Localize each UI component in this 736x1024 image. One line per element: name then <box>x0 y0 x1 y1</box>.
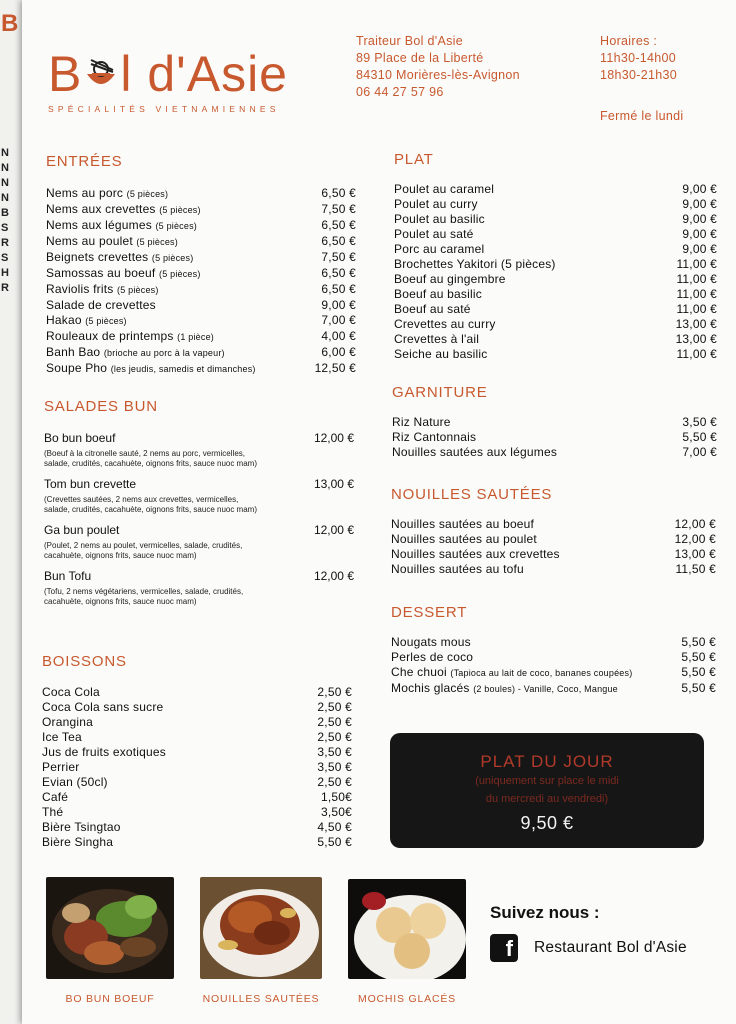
menu-item <box>42 685 352 700</box>
hours-dinner: 18h30-21h30 <box>600 68 677 82</box>
edge-letter: B <box>1 10 19 37</box>
item-name: Raviolis frits <box>46 282 114 296</box>
address-line: Traiteur Bol d'Asie <box>356 34 463 48</box>
facebook-link[interactable] <box>490 934 687 962</box>
item-description: (Boeuf à la citronelle sauté, 2 nems au porc, vermicelles, salade, crudités, cacahuète, oignons frits, sauce nuoc mam) <box>44 449 257 468</box>
menu-item <box>391 547 716 562</box>
address-line: 84310 Morières-lès-Avignon <box>356 68 520 82</box>
menu-item <box>394 182 717 197</box>
item-name: Boeuf au saté <box>394 302 471 316</box>
item-note: (5 pièces) <box>159 269 201 279</box>
item-name: Crevettes à l'ail <box>394 332 480 346</box>
item-name: Bun Tofu <box>44 569 92 583</box>
photo-caption: NOUILLES SAUTÉES <box>202 993 320 1005</box>
edge-letter: N <box>1 147 9 159</box>
item-name: Samossas au boeuf <box>46 266 156 280</box>
entrees-list <box>46 186 356 377</box>
item-price: 3,50€ <box>320 805 352 819</box>
menu-item <box>391 665 716 681</box>
item-name: Nems au porc <box>46 186 124 200</box>
item-name: Nouilles sautées au poulet <box>391 532 537 546</box>
item-price: 6,50 € <box>321 218 356 232</box>
item-price: 5,50 € <box>681 665 716 679</box>
menu-item <box>394 197 717 212</box>
item-price: 3,50 € <box>317 745 352 759</box>
plat-du-jour-price: 9,50 € <box>520 813 574 833</box>
section-title: DESSERT <box>391 604 468 621</box>
item-name: Riz Nature <box>392 415 451 429</box>
item-name: Bière Tsingtao <box>42 820 121 834</box>
item-price: 11,00 € <box>676 302 717 316</box>
item-price: 12,00 € <box>313 523 354 537</box>
item-description: (Crevettes sautées, 2 nems aux crevettes, vermicelles, salade, crudités, cacahuète, oignons frits, sauce nuoc mam) <box>44 495 257 514</box>
menu-item <box>46 282 356 298</box>
bun-item <box>44 431 354 469</box>
menu-item <box>46 266 356 282</box>
plat-list <box>394 182 717 362</box>
item-price: 9,00 € <box>682 182 717 196</box>
menu-item <box>394 317 717 332</box>
plat-du-jour-condition: (uniquement sur place le midi <box>475 775 619 787</box>
item-name: Poulet au basilic <box>394 212 485 226</box>
item-name: Thé <box>42 805 64 819</box>
bun-item <box>44 523 354 561</box>
menu-item <box>42 715 352 730</box>
item-name: Mochis glacés <box>391 681 470 695</box>
item-price: 5,50 € <box>317 835 352 849</box>
edge-letter: H <box>1 267 9 279</box>
item-name: Café <box>42 790 69 804</box>
item-price: 13,00 € <box>674 547 716 561</box>
item-price: 1,50€ <box>320 790 352 804</box>
item-name: Nouilles sautées aux légumes <box>392 445 558 459</box>
underlying-page-edge <box>0 0 24 1024</box>
bun-item <box>44 477 354 515</box>
item-price: 11,00 € <box>676 257 717 271</box>
boissons-section <box>42 653 352 850</box>
menu-item <box>46 298 356 313</box>
item-price: 7,50 € <box>321 250 356 264</box>
item-price: 13,00 € <box>313 477 354 491</box>
item-name: Porc au caramel <box>394 242 485 256</box>
plat-du-jour-condition: du mercredi au vendredi) <box>485 793 609 805</box>
facebook-page-name: Restaurant Bol d'Asie <box>534 939 687 956</box>
item-note: (Tapioca au lait de coco, bananes coupées) <box>450 668 633 678</box>
brand-logo <box>48 44 288 114</box>
item-name: Banh Bao <box>46 345 101 359</box>
edge-letter: N <box>1 192 9 204</box>
menu-item <box>46 361 356 377</box>
item-price: 9,00 € <box>682 212 717 226</box>
item-name: Hakao <box>46 313 82 327</box>
item-price: 9,00 € <box>321 298 356 312</box>
item-price: 3,50 € <box>317 760 352 774</box>
brand-title: B l d'Asie <box>48 46 288 102</box>
item-name: Ga bun poulet <box>44 523 120 537</box>
item-price: 6,50 € <box>321 186 356 200</box>
dessert-section <box>391 604 716 697</box>
edge-letter: N <box>1 162 9 174</box>
item-name: Poulet au curry <box>394 197 478 211</box>
item-name: Seiche au basilic <box>394 347 488 361</box>
menu-item <box>42 805 352 820</box>
item-price: 2,50 € <box>317 775 352 789</box>
menu-item <box>394 227 717 242</box>
menu-item <box>46 202 356 218</box>
item-price: 6,50 € <box>321 234 356 248</box>
item-note: (2 boules) - Vanille, Coco, Mangue <box>473 684 618 694</box>
menu-item <box>391 681 716 697</box>
bowl-icon <box>83 56 119 92</box>
section-title: SALADES BUN <box>44 398 158 415</box>
item-price: 9,00 € <box>682 197 717 211</box>
item-price: 5,50 € <box>681 635 716 649</box>
item-price: 3,50 € <box>682 415 717 429</box>
item-price: 2,50 € <box>317 685 352 699</box>
item-note: (5 pièces) <box>151 253 194 263</box>
menu-item <box>42 775 352 790</box>
item-name: Coca Cola sans sucre <box>42 700 164 714</box>
item-name: Tom bun crevette <box>44 477 137 491</box>
section-title: PLAT <box>394 151 434 168</box>
item-name: Nouilles sautées au boeuf <box>391 517 535 531</box>
item-name: Coca Cola <box>42 685 100 699</box>
menu-item <box>46 186 356 202</box>
item-note: (brioche au porc à la vapeur) <box>103 348 225 358</box>
item-name: Orangina <box>42 715 93 729</box>
menu-item <box>42 820 352 835</box>
menu-item <box>42 745 352 760</box>
address-line: 89 Place de la Liberté <box>356 51 484 65</box>
menu-item <box>394 272 717 287</box>
dessert-list <box>391 635 716 697</box>
address-block <box>356 33 520 101</box>
menu-item <box>42 760 352 775</box>
item-note: (5 pièces) <box>85 316 127 326</box>
item-note: (1 pièce) <box>177 332 214 342</box>
item-price: 7,00 € <box>321 313 356 327</box>
photo-caption: BO BUN BOEUF <box>65 993 155 1005</box>
menu-item <box>394 302 717 317</box>
plat-du-jour-title: PLAT DU JOUR <box>480 752 614 771</box>
menu-item <box>392 445 717 460</box>
edge-letter: B <box>1 207 9 219</box>
entrees-section <box>46 153 356 377</box>
menu-item <box>391 517 716 532</box>
menu-item <box>391 650 716 665</box>
item-price: 5,50 € <box>682 430 717 444</box>
nouilles-list <box>391 517 716 577</box>
menu-item <box>394 212 717 227</box>
menu-item <box>392 430 717 445</box>
bun-list <box>44 431 354 607</box>
hours-label: Horaires : <box>600 34 658 48</box>
menu-item <box>391 532 716 547</box>
item-price: 13,00 € <box>675 332 717 346</box>
garniture-list <box>392 415 717 460</box>
item-price: 11,00 € <box>676 272 717 286</box>
item-name: Beignets crevettes <box>46 250 149 264</box>
section-title: BOISSONS <box>42 653 127 670</box>
item-name: Nems aux légumes <box>46 218 152 232</box>
boissons-list <box>42 685 352 850</box>
menu-item <box>46 250 356 266</box>
item-name: Salade de crevettes <box>46 298 156 312</box>
item-description: (Poulet, 2 nems au poulet, vermicelles, salade, crudités, cacahuète, oignons frits, sauce nuoc mam) <box>44 541 243 560</box>
item-price: 9,00 € <box>682 227 717 241</box>
item-note: (5 pièces) <box>136 237 178 247</box>
menu-item <box>394 242 717 257</box>
item-note: (5 pièces) <box>159 205 201 215</box>
item-price: 5,50 € <box>681 650 716 664</box>
bun-item <box>44 569 354 607</box>
edge-letter: N <box>1 177 9 189</box>
menu-item <box>46 218 356 234</box>
item-note: (les jeudis, samedis et dimanches) <box>110 364 256 374</box>
item-name: Boeuf au gingembre <box>394 272 506 286</box>
item-name: Nougats mous <box>391 635 471 649</box>
menu-sheet <box>22 0 736 1024</box>
item-price: 2,50 € <box>317 715 352 729</box>
item-name: Nouilles sautées au tofu <box>391 562 524 576</box>
item-name: Nouilles sautées aux crevettes <box>391 547 560 561</box>
menu-item <box>46 329 356 345</box>
photo-caption: MOCHIS GLACÉS <box>358 993 456 1005</box>
item-price: 13,00 € <box>675 317 717 331</box>
item-price: 12,00 € <box>674 517 716 531</box>
section-title: NOUILLES SAUTÉES <box>391 486 553 503</box>
item-price: 12,00 € <box>313 569 354 583</box>
item-price: 9,00 € <box>682 242 717 256</box>
item-price: 4,00 € <box>321 329 356 343</box>
item-name: Soupe Pho <box>46 361 108 375</box>
photo-mochis <box>348 879 466 979</box>
menu-item <box>46 313 356 329</box>
menu-item <box>394 332 717 347</box>
section-title: GARNITURE <box>392 384 488 401</box>
item-name: Jus de fruits exotiques <box>42 745 166 759</box>
menu-item <box>46 345 356 361</box>
menu-item <box>391 635 716 650</box>
menu-item <box>391 562 716 577</box>
photo-bo-bun <box>46 877 174 979</box>
brand-subtitle: SPÉCIALITÉS VIETNAMIENNES <box>48 104 280 114</box>
item-price: 11,50 € <box>675 562 716 576</box>
edge-letter: R <box>1 282 9 294</box>
hours-block <box>600 33 683 125</box>
item-name: Crevettes au curry <box>394 317 496 331</box>
item-price: 2,50 € <box>317 730 352 744</box>
menu-item <box>392 415 717 430</box>
menu-item <box>394 257 717 272</box>
menu-item <box>394 287 717 302</box>
menu-item <box>46 234 356 250</box>
item-price: 5,50 € <box>681 681 716 695</box>
item-name: Perrier <box>42 760 80 774</box>
item-name: Poulet au saté <box>394 227 474 241</box>
item-note: (5 pièces) <box>126 189 169 199</box>
photo-nouilles <box>200 877 322 979</box>
menu-item <box>394 347 717 362</box>
item-price: 2,50 € <box>317 700 352 714</box>
edge-letter: S <box>1 252 9 264</box>
garniture-section <box>392 384 717 460</box>
menu-item <box>42 730 352 745</box>
item-name: Perles de coco <box>391 650 474 664</box>
menu-item <box>42 790 352 805</box>
item-name: Bière Singha <box>42 835 114 849</box>
item-price: 11,00 € <box>676 287 717 301</box>
item-description: (Tofu, 2 nems végétariens, vermicelles, salade, crudités, cacahuète, oignons frits, sauce nuoc mam) <box>44 587 244 606</box>
item-name: Bo bun boeuf <box>44 431 116 445</box>
item-note: (5 pièces) <box>155 221 197 231</box>
item-price: 12,50 € <box>314 361 356 375</box>
closed-day: Fermé le lundi <box>600 109 684 123</box>
item-price: 6,00 € <box>321 345 356 359</box>
item-name: Evian (50cl) <box>42 775 108 789</box>
item-price: 12,00 € <box>313 431 354 445</box>
follow-us-label: Suivez nous : <box>490 903 600 922</box>
item-note: (5 pièces) <box>117 285 159 295</box>
item-name: Poulet au caramel <box>394 182 495 196</box>
edge-letter: R <box>1 237 9 249</box>
nouilles-section <box>391 486 716 577</box>
edge-letter: S <box>1 222 9 234</box>
item-name: Che chuoi <box>391 665 447 679</box>
item-name: Ice Tea <box>42 730 82 744</box>
facebook-icon: f <box>490 934 518 962</box>
item-price: 7,50 € <box>321 202 356 216</box>
item-name: Boeuf au basilic <box>394 287 482 301</box>
phone-number: 06 44 27 57 96 <box>356 85 444 99</box>
item-name: Nems au poulet <box>46 234 133 248</box>
plat-section <box>394 151 717 362</box>
item-name: Rouleaux de printemps <box>46 329 174 343</box>
item-name: Brochettes Yakitori (5 pièces) <box>394 257 556 271</box>
item-name: Riz Cantonnais <box>392 430 477 444</box>
salades-bun-section <box>44 398 354 615</box>
item-price: 11,00 € <box>676 347 717 361</box>
hours-lunch: 11h30-14h00 <box>600 51 677 65</box>
section-title: ENTRÉES <box>46 153 123 170</box>
item-price: 6,50 € <box>321 282 356 296</box>
item-price: 12,00 € <box>674 532 716 546</box>
item-price: 6,50 € <box>321 266 356 280</box>
menu-item <box>42 835 352 850</box>
plat-du-jour-box <box>390 733 704 848</box>
item-price: 7,00 € <box>682 445 717 459</box>
menu-item <box>42 700 352 715</box>
item-price: 4,50 € <box>317 820 352 834</box>
item-name: Nems aux crevettes <box>46 202 156 216</box>
